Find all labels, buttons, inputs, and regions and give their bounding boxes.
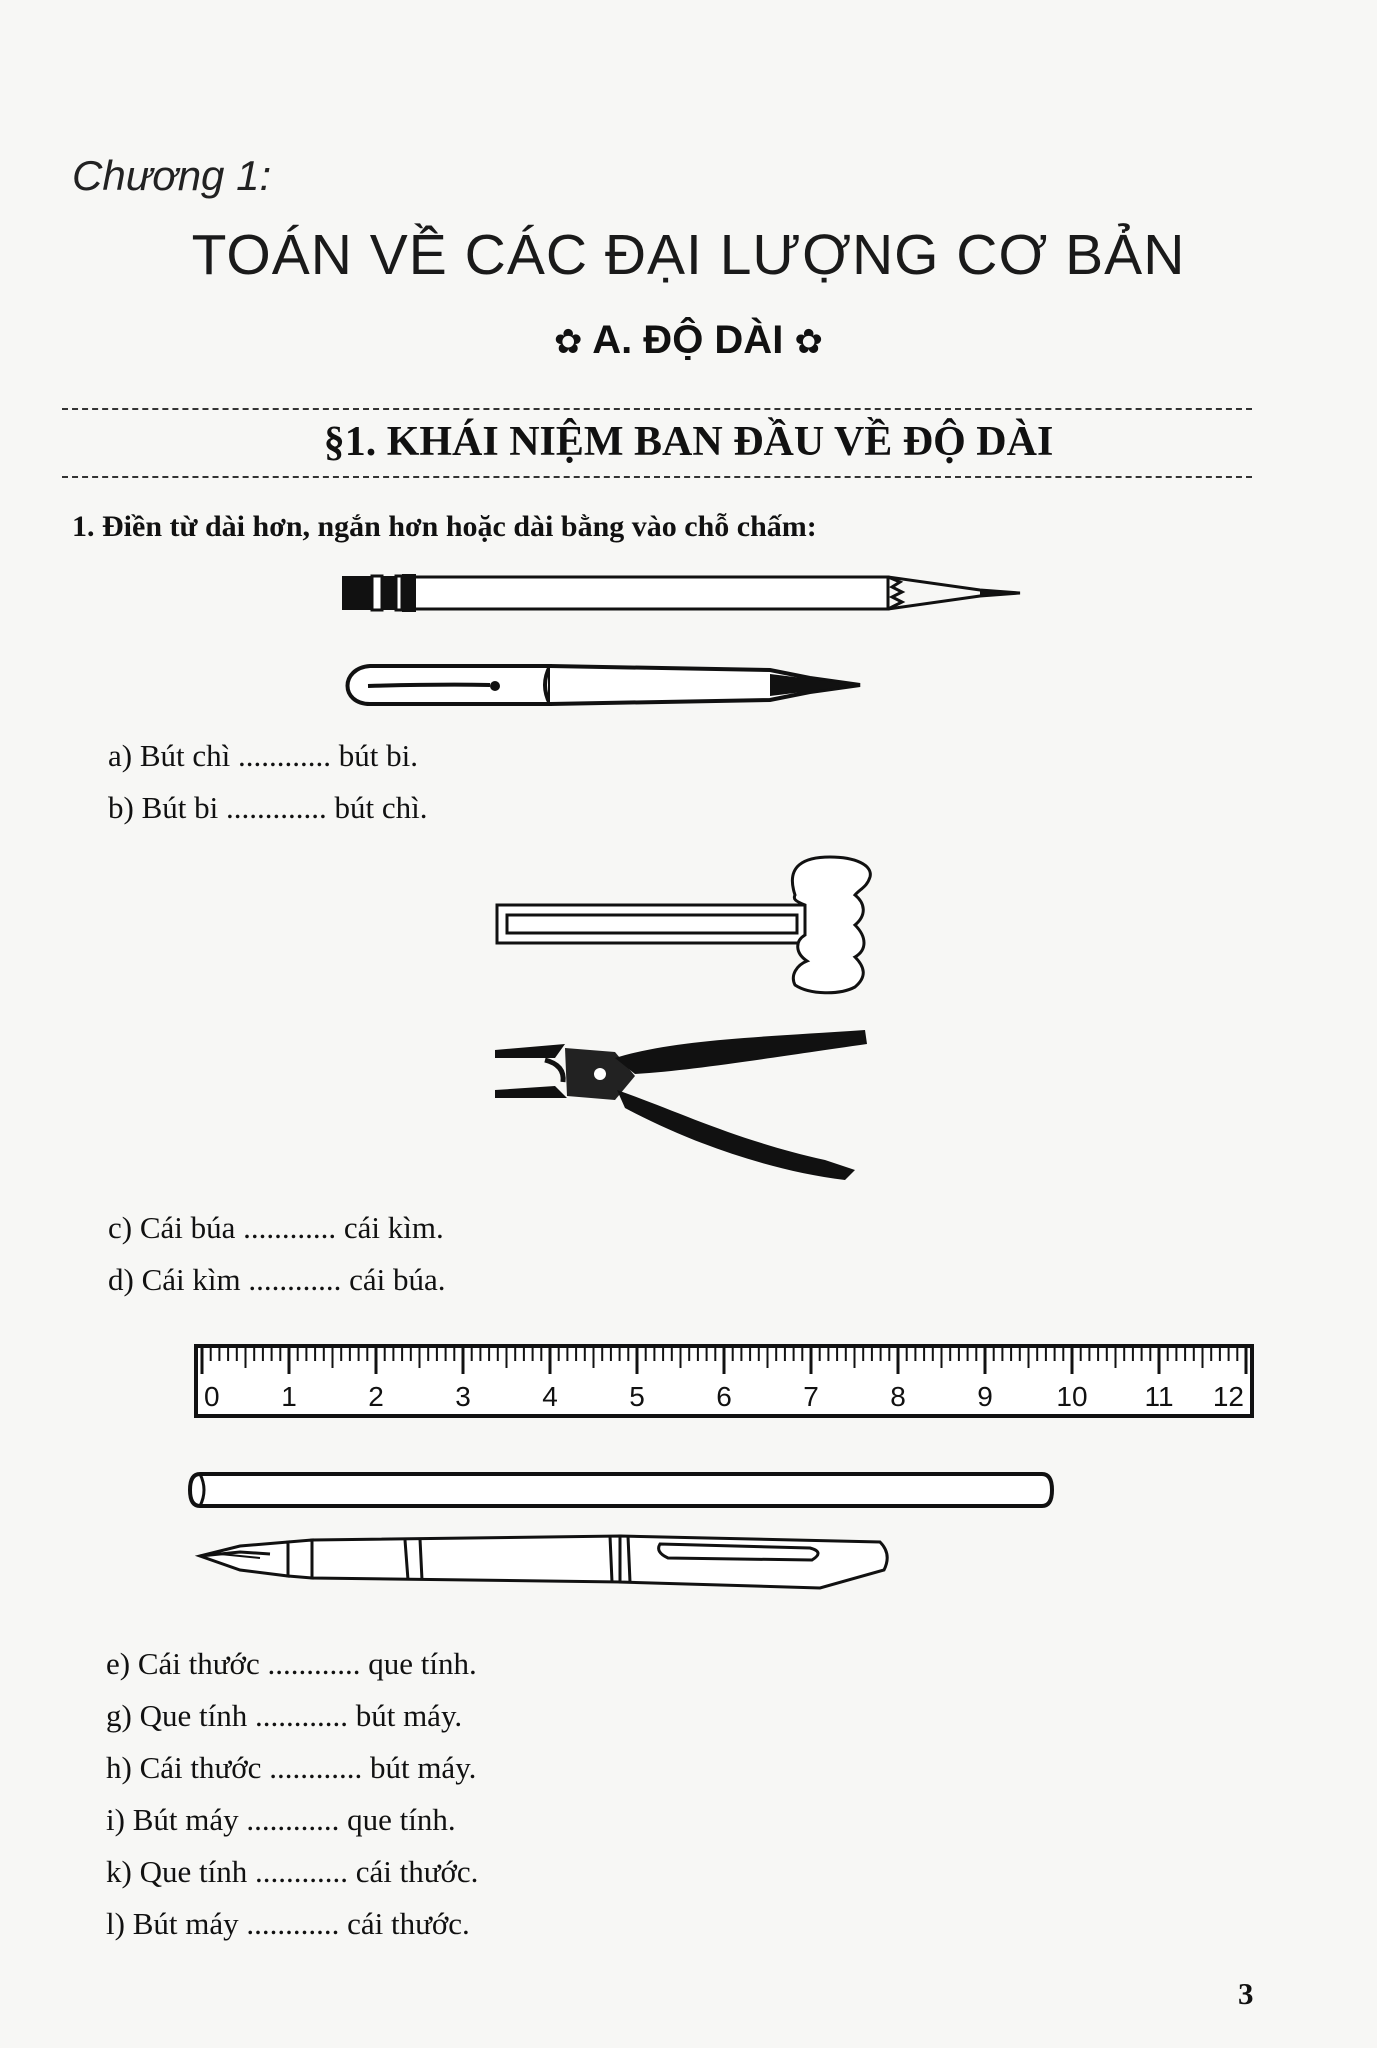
question-part-5: dài bằng <box>513 510 625 543</box>
ruler-label: 7 <box>803 1381 819 1412</box>
hammer-icon <box>495 855 875 995</box>
exercise-row: a) Bút chì ............ bút bi. <box>108 738 418 773</box>
answer-blank[interactable]: ............ <box>267 1646 361 1681</box>
subsection-title: A. ĐỘ DÀI <box>592 318 784 362</box>
ruler-label: 12 <box>1212 1381 1244 1412</box>
chapter-label: Chương 1: <box>72 152 272 199</box>
exercise-row: l) Bút máy ............ cái thước. <box>106 1906 470 1941</box>
ruler-label: 11 <box>1144 1381 1174 1412</box>
question-part-1: Điền từ <box>102 510 198 543</box>
exercise-row: g) Que tính ............ bút máy. <box>106 1698 463 1733</box>
ruler-label: 4 <box>542 1381 558 1412</box>
divider-bottom <box>62 476 1252 478</box>
ruler-label: 8 <box>890 1381 906 1412</box>
exercise-row: c) Cái búa ............ cái kìm. <box>108 1210 444 1245</box>
answer-blank[interactable]: ............ <box>246 1802 340 1837</box>
question-prompt <box>72 510 817 544</box>
section-title: §1. KHÁI NIỆM BAN ĐẦU VỀ ĐỘ DÀI <box>323 419 1054 465</box>
ruler-icon <box>194 1344 1254 1418</box>
question-part-3: ngắn hơn <box>317 510 439 543</box>
answer-blank[interactable]: ............ <box>254 1854 348 1889</box>
exercise-row: i) Bút máy ............ que tính. <box>106 1802 456 1837</box>
page-number: 3 <box>1238 1976 1254 2011</box>
chapter-title: TOÁN VỀ CÁC ĐẠI LƯỢNG CƠ BẢN <box>191 223 1186 287</box>
answer-blank[interactable]: ............ <box>243 1210 337 1245</box>
subsection-heading <box>0 318 1377 363</box>
ruler-label: 5 <box>629 1381 645 1412</box>
question-part-6: vào chỗ chấm: <box>631 510 817 543</box>
ruler-label: 10 <box>1056 1381 1088 1412</box>
pencil-icon <box>340 568 1020 618</box>
ruler-label: 9 <box>977 1381 993 1412</box>
question-part-4: hoặc <box>445 510 506 543</box>
ruler-label: 6 <box>716 1381 732 1412</box>
pliers-icon <box>495 1030 875 1180</box>
answer-blank[interactable]: ............. <box>225 790 327 825</box>
exercise-row: k) Que tính ............ cái thước. <box>106 1854 479 1889</box>
exercise-row: b) Bút bi ............. bút chì. <box>108 790 428 825</box>
answer-blank[interactable]: ............ <box>248 1262 342 1297</box>
answer-blank[interactable]: ............ <box>269 1750 363 1785</box>
exercise-row: e) Cái thước ............ que tính. <box>106 1646 477 1681</box>
question-part-2: dài hơn, <box>205 510 310 543</box>
fountain-pen-icon <box>200 1530 900 1602</box>
flower-left-icon: ✿ <box>554 323 583 361</box>
exercise-row: h) Cái thước ............ bút máy. <box>106 1750 477 1785</box>
ruler-label: 1 <box>281 1381 297 1412</box>
answer-blank[interactable]: ............ <box>246 1906 340 1941</box>
ruler-label: 2 <box>368 1381 384 1412</box>
question-number: 1. <box>72 510 95 543</box>
answer-blank[interactable]: ............ <box>238 738 332 773</box>
exercise-row: d) Cái kìm ............ cái búa. <box>108 1262 446 1297</box>
divider-top <box>62 408 1252 410</box>
ruler-label: 3 <box>455 1381 471 1412</box>
counting-stick-icon <box>186 1470 1056 1510</box>
ballpoint-pen-icon <box>340 660 870 710</box>
flower-right-icon: ✿ <box>794 323 823 361</box>
answer-blank[interactable]: ............ <box>254 1698 348 1733</box>
ruler-label: 0 <box>204 1381 220 1412</box>
